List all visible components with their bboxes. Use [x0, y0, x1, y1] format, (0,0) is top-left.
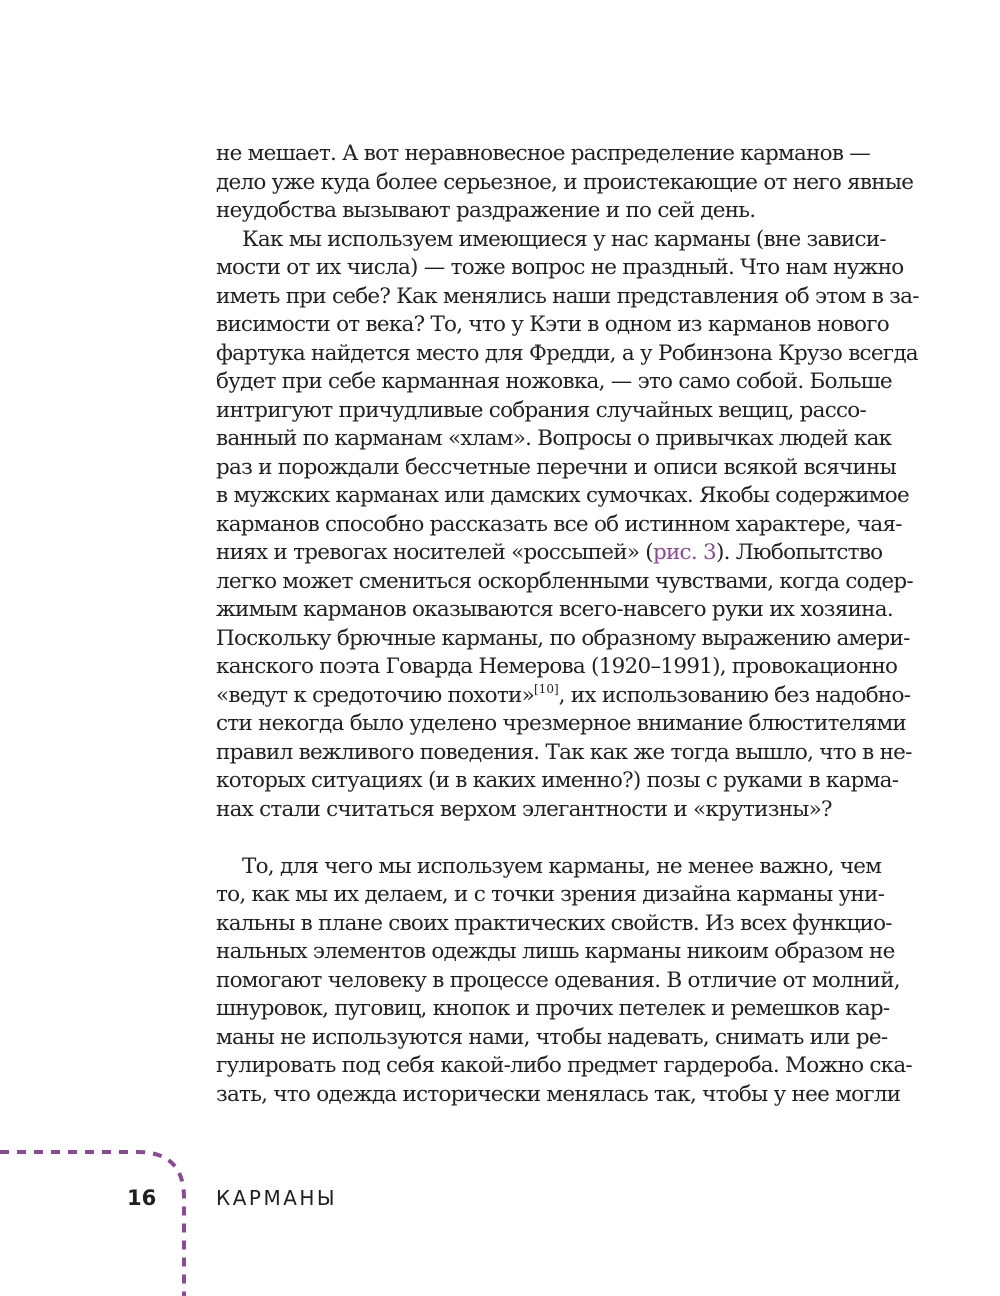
- text-line: сти некогда было уделено чрезмерное внимание блюстителями: [216, 711, 907, 736]
- text-line: то, как мы их делаем, и с точки зрения дизайна карманы уни-: [216, 882, 885, 907]
- text-line: Как мы используем имеющиеся у нас карманы (вне зависи-: [242, 226, 886, 252]
- text-line: карманов способно рассказать все об истинном характере, чая-: [216, 511, 902, 537]
- text-line: нах стали считаться верхом элегантности и «крутизны»?: [216, 796, 832, 822]
- running-head: КАРМАНЫ: [216, 1186, 338, 1210]
- text-line: которых ситуациях (и в каких именно?) позы с руками в карма-: [216, 768, 899, 793]
- footnote-reference[interactable]: [10]: [534, 681, 559, 696]
- text-line: правил вежливого поведения. Так как же тогда вышло, что в не-: [216, 739, 912, 765]
- text-line: легко может смениться оскорбленными чувствами, когда содер-: [216, 568, 913, 594]
- text-line: раз и порождали бессчетные перечни и описи всякой всячины: [216, 454, 896, 480]
- text-line: жимым карманов оказываются всего-навсего руки их хозяина.: [216, 597, 893, 622]
- text-line: маны не используются нами, чтобы надевать, снимать или ре-: [216, 1024, 888, 1050]
- text-line: канского поэта Говарда Немерова (1920–1991), провокационно: [216, 654, 898, 679]
- text-line: гулировать под себя какой-либо предмет гардероба. Можно ска-: [216, 1053, 912, 1078]
- text-line: иметь при себе? Как менялись наши представления об этом в за-: [216, 283, 919, 309]
- text-line: мости от их числа) — тоже вопрос не праздный. Что нам нужно: [216, 255, 904, 280]
- text-fragment: «ведут к средоточию похоти»: [216, 682, 534, 708]
- text-fragment: ниях и тревогах носителей «россыпей» (: [216, 540, 653, 565]
- text-line: будет при себе карманная ножовка, — это само собой. Больше: [216, 369, 892, 394]
- decorative-dashed-border: [0, 1148, 200, 1296]
- page-footer: [0, 1186, 1000, 1216]
- text-fragment: ). Любопытство: [715, 540, 883, 565]
- text-line: помогают человеку в процессе одевания. В отличие от молний,: [216, 967, 900, 993]
- body-text: [216, 140, 919, 1109]
- text-line: неудобства вызывают раздражение и по сей день.: [216, 198, 756, 223]
- text-line: кальны в плане своих практических свойств. Из всех функцио-: [216, 910, 892, 936]
- text-line: в мужских карманах или дамских сумочках. Якобы содержимое: [216, 483, 909, 508]
- text-fragment: , их использованию без надобно-: [558, 682, 911, 708]
- text-line: не мешает. А вот неравновесное распределение карманов —: [216, 141, 871, 166]
- text-line: зать, что одежда исторически менялась так, чтобы у нее могли: [216, 1081, 901, 1107]
- section-break: [216, 824, 864, 853]
- dashed-corner-line: [0, 1152, 184, 1296]
- figure-reference-link[interactable]: рис. 3: [652, 540, 716, 565]
- text-line: шнуровок, пуговиц, кнопок и прочих петелек и ремешков кар-: [216, 996, 890, 1021]
- text-line: нальных элементов одежды лишь карманы никоим образом не: [216, 939, 895, 964]
- text-line: дело уже куда более серьезное, и проистекающие от него явные: [216, 169, 914, 195]
- text-line: [216, 681, 911, 711]
- text-line: висимости от века? То, что у Кэти в одном из карманов нового: [216, 312, 889, 337]
- page-number: 16: [127, 1186, 157, 1210]
- text-line: Поскольку брючные карманы, по образному выражению амери-: [216, 625, 910, 651]
- text-line: интригуют причудливые собрания случайных вещиц, рассо-: [216, 397, 866, 423]
- text-line: фартука найдется место для Фредди, а у Робинзона Крузо всегда: [216, 340, 918, 366]
- text-line: То, для чего мы используем карманы, не менее важно, чем: [242, 853, 882, 879]
- text-line: [216, 539, 883, 568]
- text-line: ванный по карманам «хлам». Вопросы о привычках людей как: [216, 426, 892, 451]
